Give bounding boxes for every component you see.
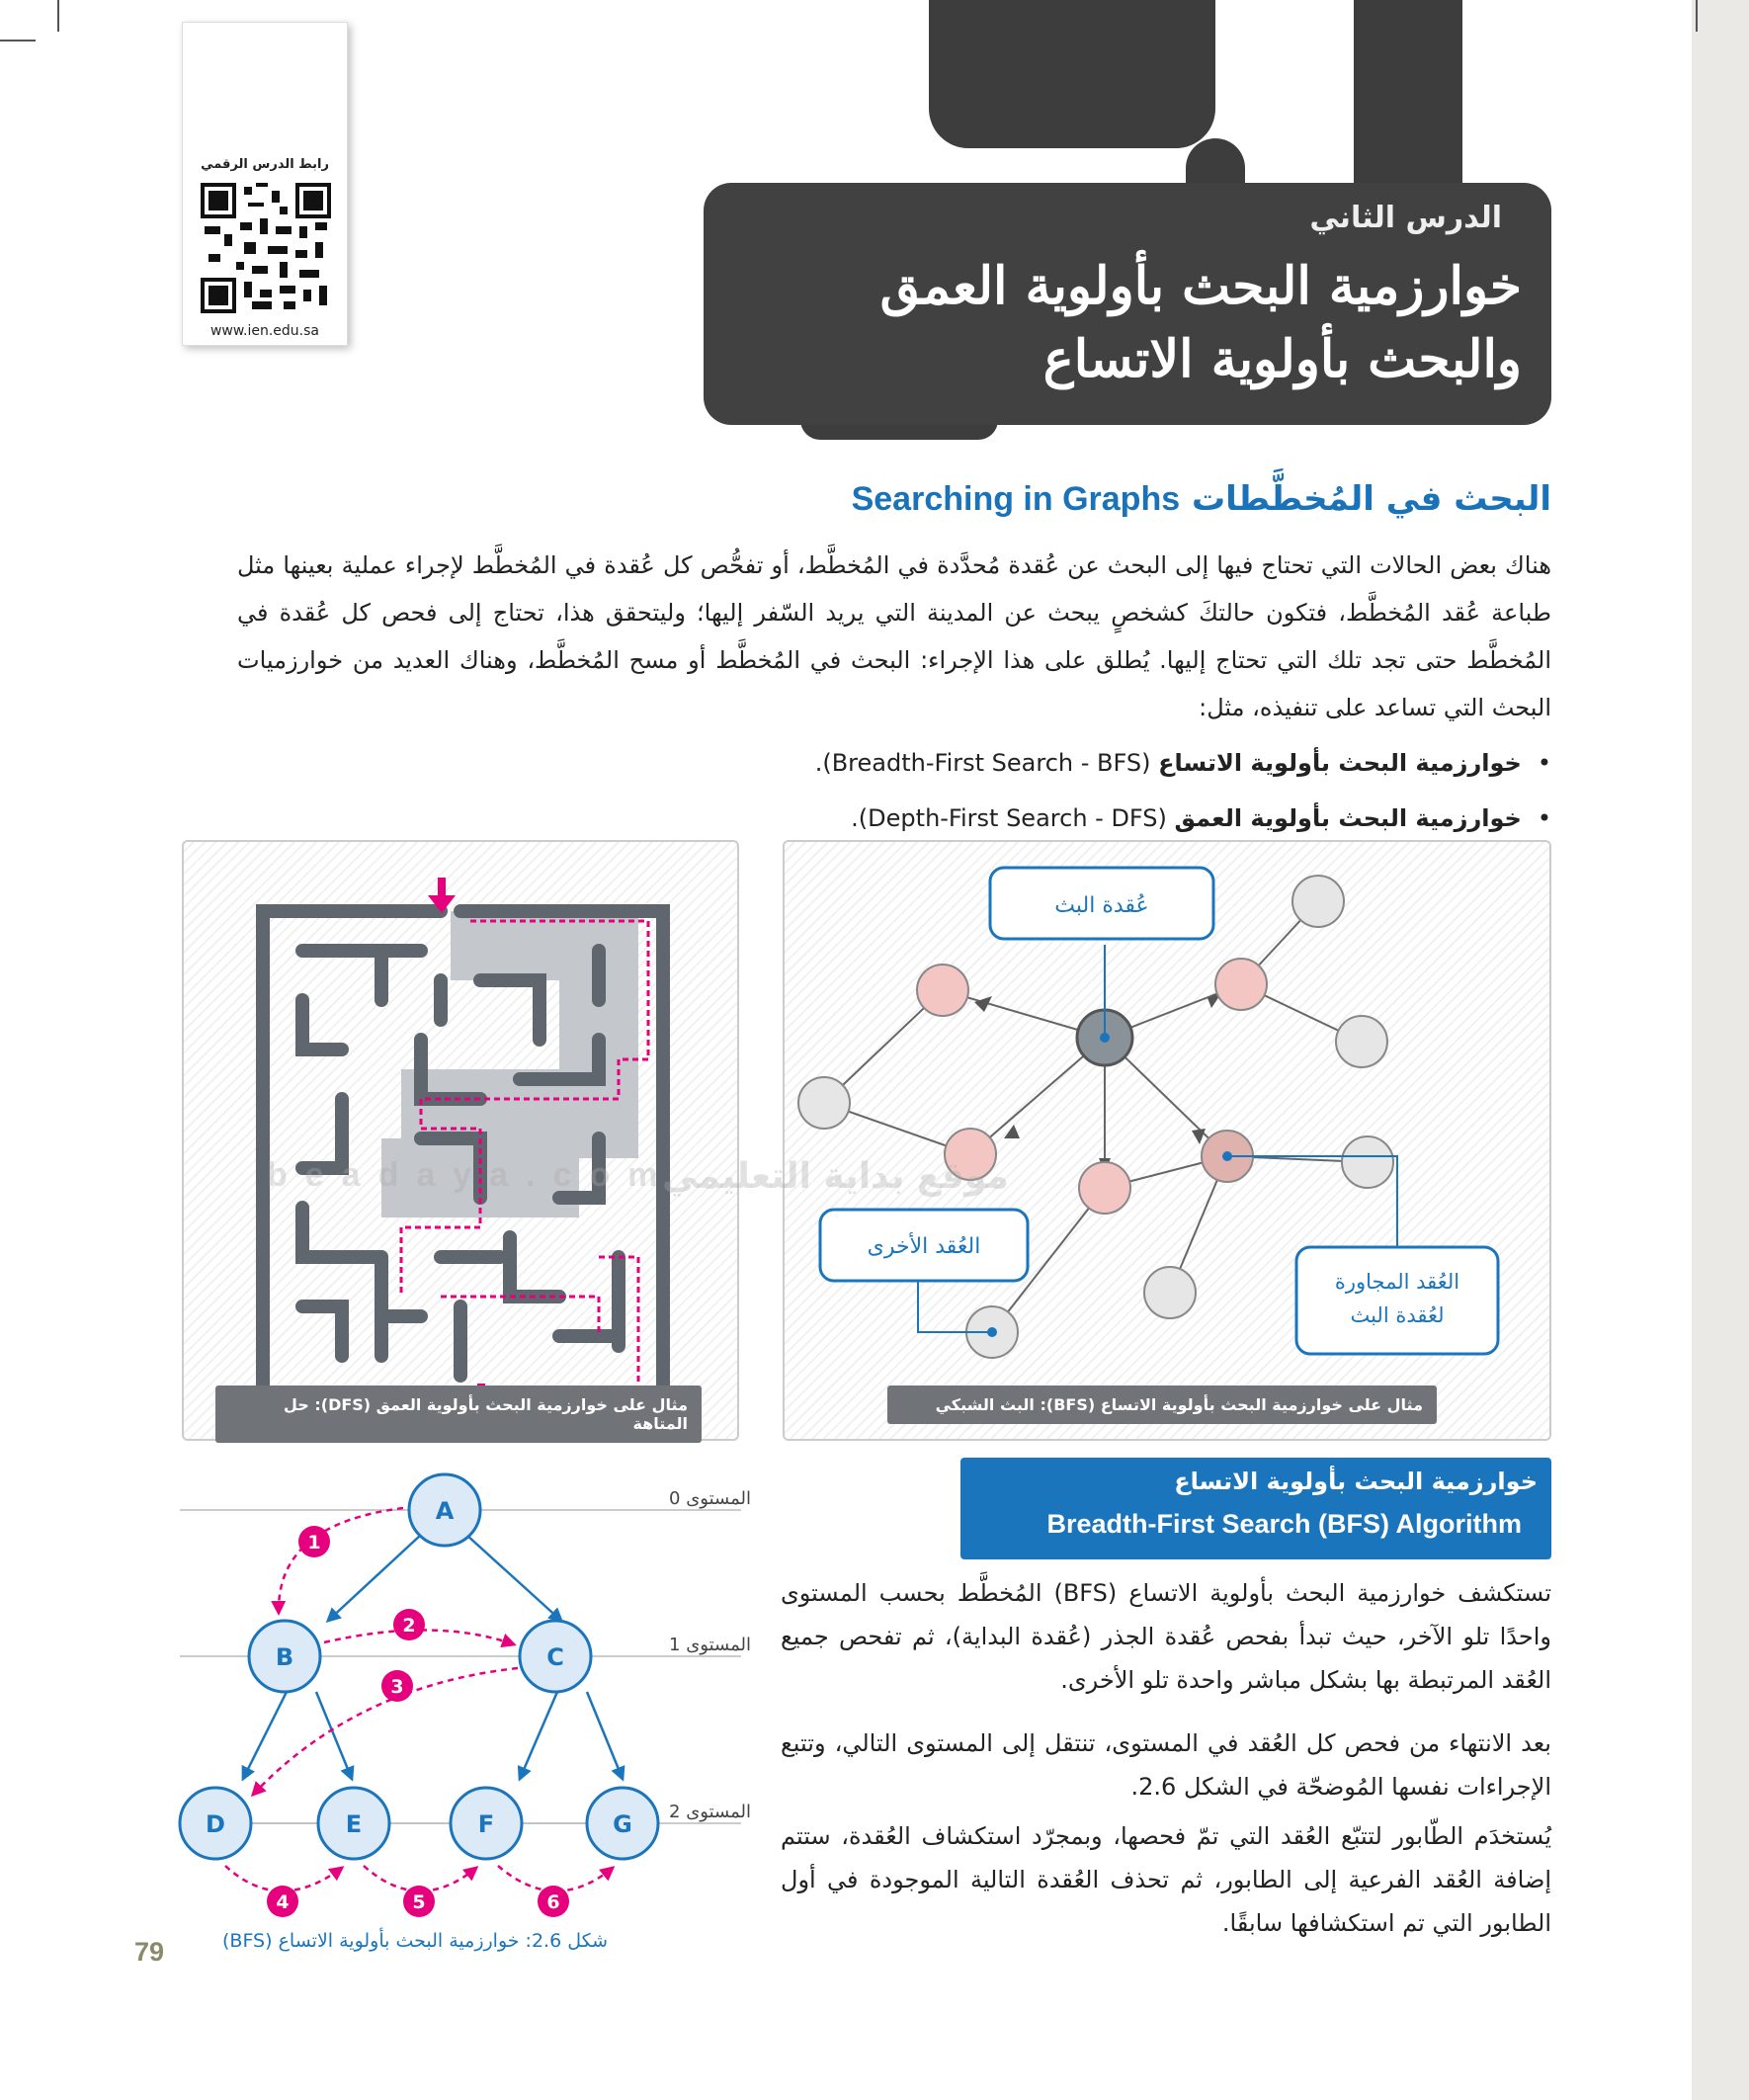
- section-heading-en: Searching in Graphs: [851, 480, 1181, 518]
- list-item-bold: خوارزمية البحث بأولوية العمق: [1174, 804, 1522, 832]
- crop-mark: [0, 40, 36, 42]
- section-heading-ar: البحث في المُخطَّطات: [1191, 479, 1551, 519]
- level-0-label: المستوى 0: [669, 1488, 751, 1509]
- bfs-heading-ar: خوارزمية البحث بأولوية الاتساع: [1174, 1468, 1538, 1495]
- list-item-rest: (Depth-First Search - DFS).: [851, 804, 1175, 832]
- list-item-bold: خوارزمية البحث بأولوية الاتساع: [1158, 749, 1522, 777]
- list-item-rest: (Breadth-First Search - BFS).: [814, 749, 1159, 777]
- page-margin-strip: [1692, 0, 1749, 2100]
- other-nodes-label: العُقد الأخرى: [867, 1234, 981, 1259]
- step-badge: 4: [276, 1891, 290, 1913]
- section-heading: [852, 479, 1551, 519]
- lesson-number: الدرس الثاني: [1309, 201, 1502, 235]
- broadcast-graph-panel: [783, 840, 1551, 1441]
- broadcast-graph: [785, 842, 1553, 1443]
- bfs-heading-box: [960, 1458, 1551, 1559]
- level-2-label: المستوى 2: [669, 1802, 751, 1822]
- lesson-title-banner: [704, 183, 1551, 425]
- intro-paragraph: هناك بعض الحالات التي تحتاج فيها إلى البحث عن عُقدة مُحدَّدة في المُخطَّط، أو تفحُّص كل عُقدة في المُخطَّط لإجراء عملية بعينها مثل طباعة عُقد المُخطَّط، فتكون حالتكَ كشخصٍ يبحث عن المدينة التي يريد السّفر إليها؛ وليتحقق هذا، تحتاج إلى فحص كل عُقدة في المُخطَّط حتى تجد تلك التي تحتاج إليها. يُطلق على هذا الإجراء: البحث في المُخطَّط أو مسح المُخطَّط، وهناك العديد من خوارزميات البحث التي تساعد على تنفيذه، مثل:: [237, 551, 1551, 721]
- step-badge: 6: [546, 1891, 560, 1913]
- banner-pipe: [1354, 0, 1462, 198]
- lesson-title-line-1: خوارزمية البحث بأولوية العمق: [879, 256, 1522, 316]
- graph-caption: مثال على خوارزمية البحث بأولوية الاتساع (BFS): البث الشبكي: [887, 1386, 1437, 1424]
- list-item: [815, 791, 1551, 846]
- watermark: beadaya.com: [267, 1156, 676, 1194]
- algorithm-list: [815, 735, 1551, 846]
- step-badge: 1: [307, 1532, 321, 1554]
- step-badge: 3: [390, 1676, 404, 1698]
- step-badge: 2: [402, 1615, 416, 1637]
- qr-title: رابط الدرس الرقمي: [201, 157, 329, 172]
- digital-lesson-card[interactable]: [182, 22, 348, 346]
- maze-caption: مثال على خوارزمية البحث بأولوية العمق (DFS): حل المتاهة: [215, 1386, 702, 1443]
- step-badge: 5: [412, 1891, 426, 1913]
- tree-node-label: C: [546, 1643, 564, 1671]
- maze-illustration: [184, 842, 741, 1443]
- bfs-paragraph-2: بعد الانتهاء من فحص كل العُقد في المستوى، تنتقل إلى المستوى التالي، وتتبع الإجراءات نفسها المُوضحّة في الشكل 2.6.: [781, 1729, 1551, 1801]
- maze-panel: [182, 840, 739, 1441]
- lesson-title: [880, 250, 1522, 396]
- lesson-title-line-2: والبحث بأولوية الاتساع: [1042, 329, 1522, 389]
- crop-mark: [57, 0, 59, 32]
- watermark-subtext: موقع بداية التعليمي: [662, 1156, 1009, 1197]
- tree-node-label: F: [477, 1810, 495, 1838]
- adjacent-nodes-callout: [1296, 1247, 1498, 1354]
- level-1-label: المستوى 1: [669, 1635, 751, 1655]
- page-number: 79: [134, 1937, 165, 1967]
- adjacent-nodes-label-2: لعُقدة البث: [1350, 1303, 1445, 1327]
- root-node-label: عُقدة البث: [1054, 893, 1149, 918]
- crop-mark: [1696, 0, 1698, 32]
- list-item: [815, 735, 1551, 791]
- tree-node-label: G: [613, 1810, 632, 1838]
- bfs-heading-en: Breadth-First Search (BFS) Algorithm: [1046, 1509, 1522, 1539]
- bfs-paragraph-3: يُستخدَم الطّابور لتتبّع العُقد التي تمّ فحصها، وبمجرّد استكشاف العُقدة، ستتم إضافة العُقد الفرعية إلى الطابور، ثم تحذف العُقدة التالية الموجودة في أول الطابور التي تم استكشافها سابقًا.: [781, 1822, 1551, 1937]
- tree-node-label: B: [275, 1643, 294, 1671]
- figure-caption: شكل 2.6: خوارزمية البحث بأولوية الاتساع (BFS): [222, 1930, 609, 1952]
- tree-node-label: D: [206, 1810, 225, 1838]
- qr-url[interactable]: www.ien.edu.sa: [209, 323, 320, 339]
- tree-node-label: E: [345, 1810, 363, 1838]
- banner-pipe: [929, 0, 1215, 148]
- qr-code-icon[interactable]: [201, 183, 331, 313]
- bfs-tree-figure: [168, 1463, 781, 1937]
- adjacent-nodes-label-1: العُقد المجاورة: [1334, 1270, 1460, 1294]
- bfs-paragraph-1: تستكشف خوارزمية البحث بأولوية الاتساع (BFS) المُخطَّط بحسب المستوى واحدًا تلو الآخر، حيث تبدأ بفحص عُقدة الجذر (عُقدة البداية)، ثم تفحص جميع العُقد المرتبطة بها بشكل مباشر واحدة تلو الأخرى.: [781, 1579, 1552, 1694]
- tree-node-label: A: [435, 1497, 455, 1525]
